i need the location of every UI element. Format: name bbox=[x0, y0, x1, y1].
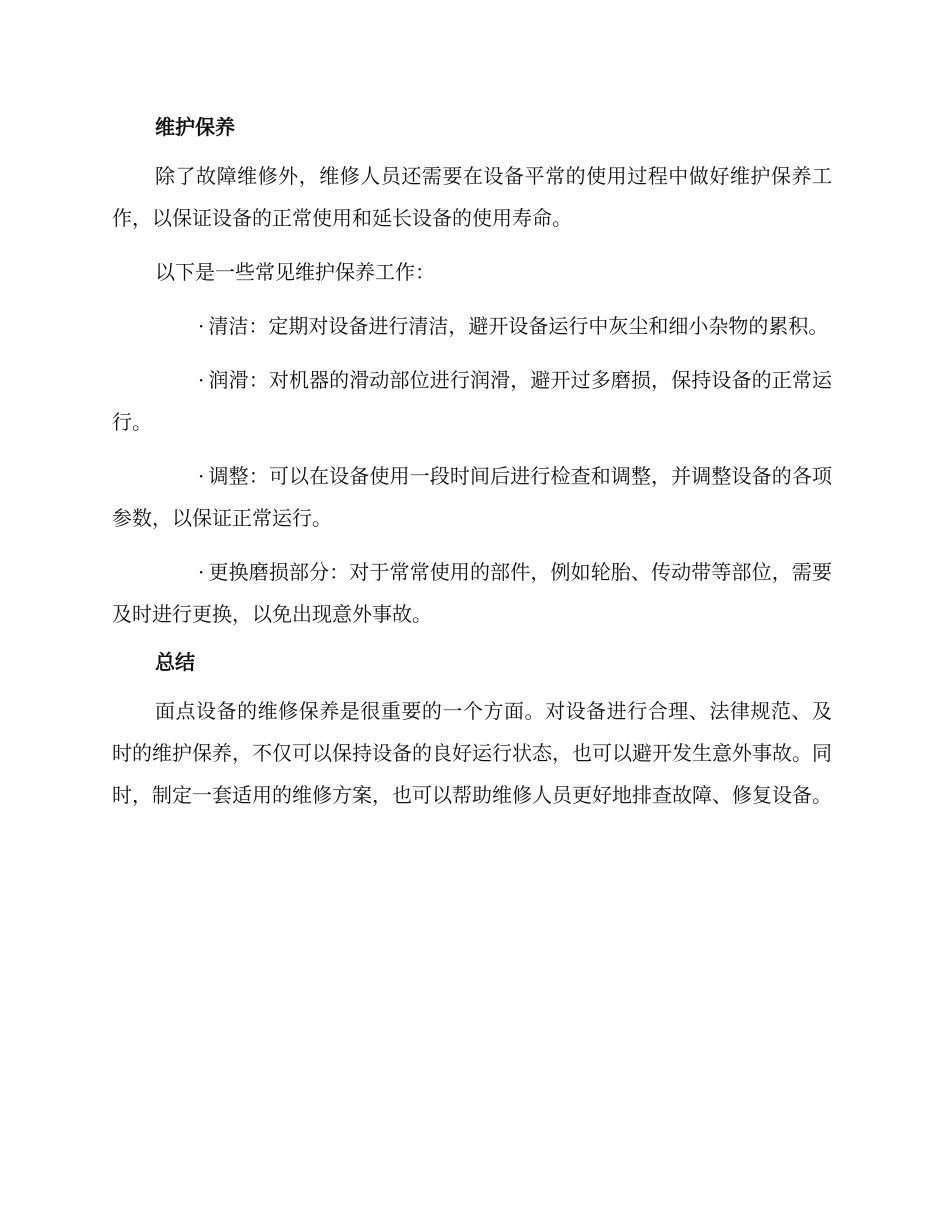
section-heading-summary: 总结 bbox=[155, 650, 195, 674]
bullet-item-replacement bbox=[112, 551, 832, 635]
section-heading-maintenance: 维护保养 bbox=[155, 115, 235, 139]
paragraph-list-intro: 以下是一些常见维护保养工作： bbox=[155, 260, 435, 284]
bullet-text: 清洁：定期对设备进行清洁，避开设备运行中灰尘和细小杂物的累积。 bbox=[208, 314, 829, 338]
bullet-item-adjustment bbox=[112, 455, 832, 539]
bullet-item-lubrication bbox=[112, 359, 832, 443]
bullet-marker: · bbox=[198, 368, 205, 392]
paragraph-maintenance-intro: 除了故障维修外，维修人员还需要在设备平常的使用过程中做好维护保养工作，以保证设备的正常使用和延长设备的使用寿命。 bbox=[112, 164, 832, 230]
bullet-text: 更换磨损部分：对于常常使用的部件，例如轮胎、传动带等部位，需要及时进行更换，以免出现意外事故。 bbox=[112, 560, 832, 626]
bullet-text: 调整：可以在设备使用一段时间后进行检查和调整，并调整设备的各项参数，以保证正常运行。 bbox=[112, 464, 832, 530]
bullet-marker: · bbox=[198, 464, 205, 488]
bullet-marker: · bbox=[198, 560, 205, 584]
paragraph-summary: 面点设备的维修保养是很重要的一个方面。对设备进行合理、法律规范、及时的维护保养，不仅可以保持设备的良好运行状态，也可以避开发生意外事故。同时，制定一套适用的维修方案，也可以帮助维修人员更好地排查故障、修复设备。 bbox=[112, 699, 832, 807]
document-page bbox=[112, 112, 832, 828]
bullet-item-cleaning bbox=[112, 305, 832, 347]
bullet-marker: · bbox=[198, 314, 205, 338]
bullet-text: 润滑：对机器的滑动部位进行润滑，避开过多磨损，保持设备的正常运行。 bbox=[112, 368, 832, 434]
